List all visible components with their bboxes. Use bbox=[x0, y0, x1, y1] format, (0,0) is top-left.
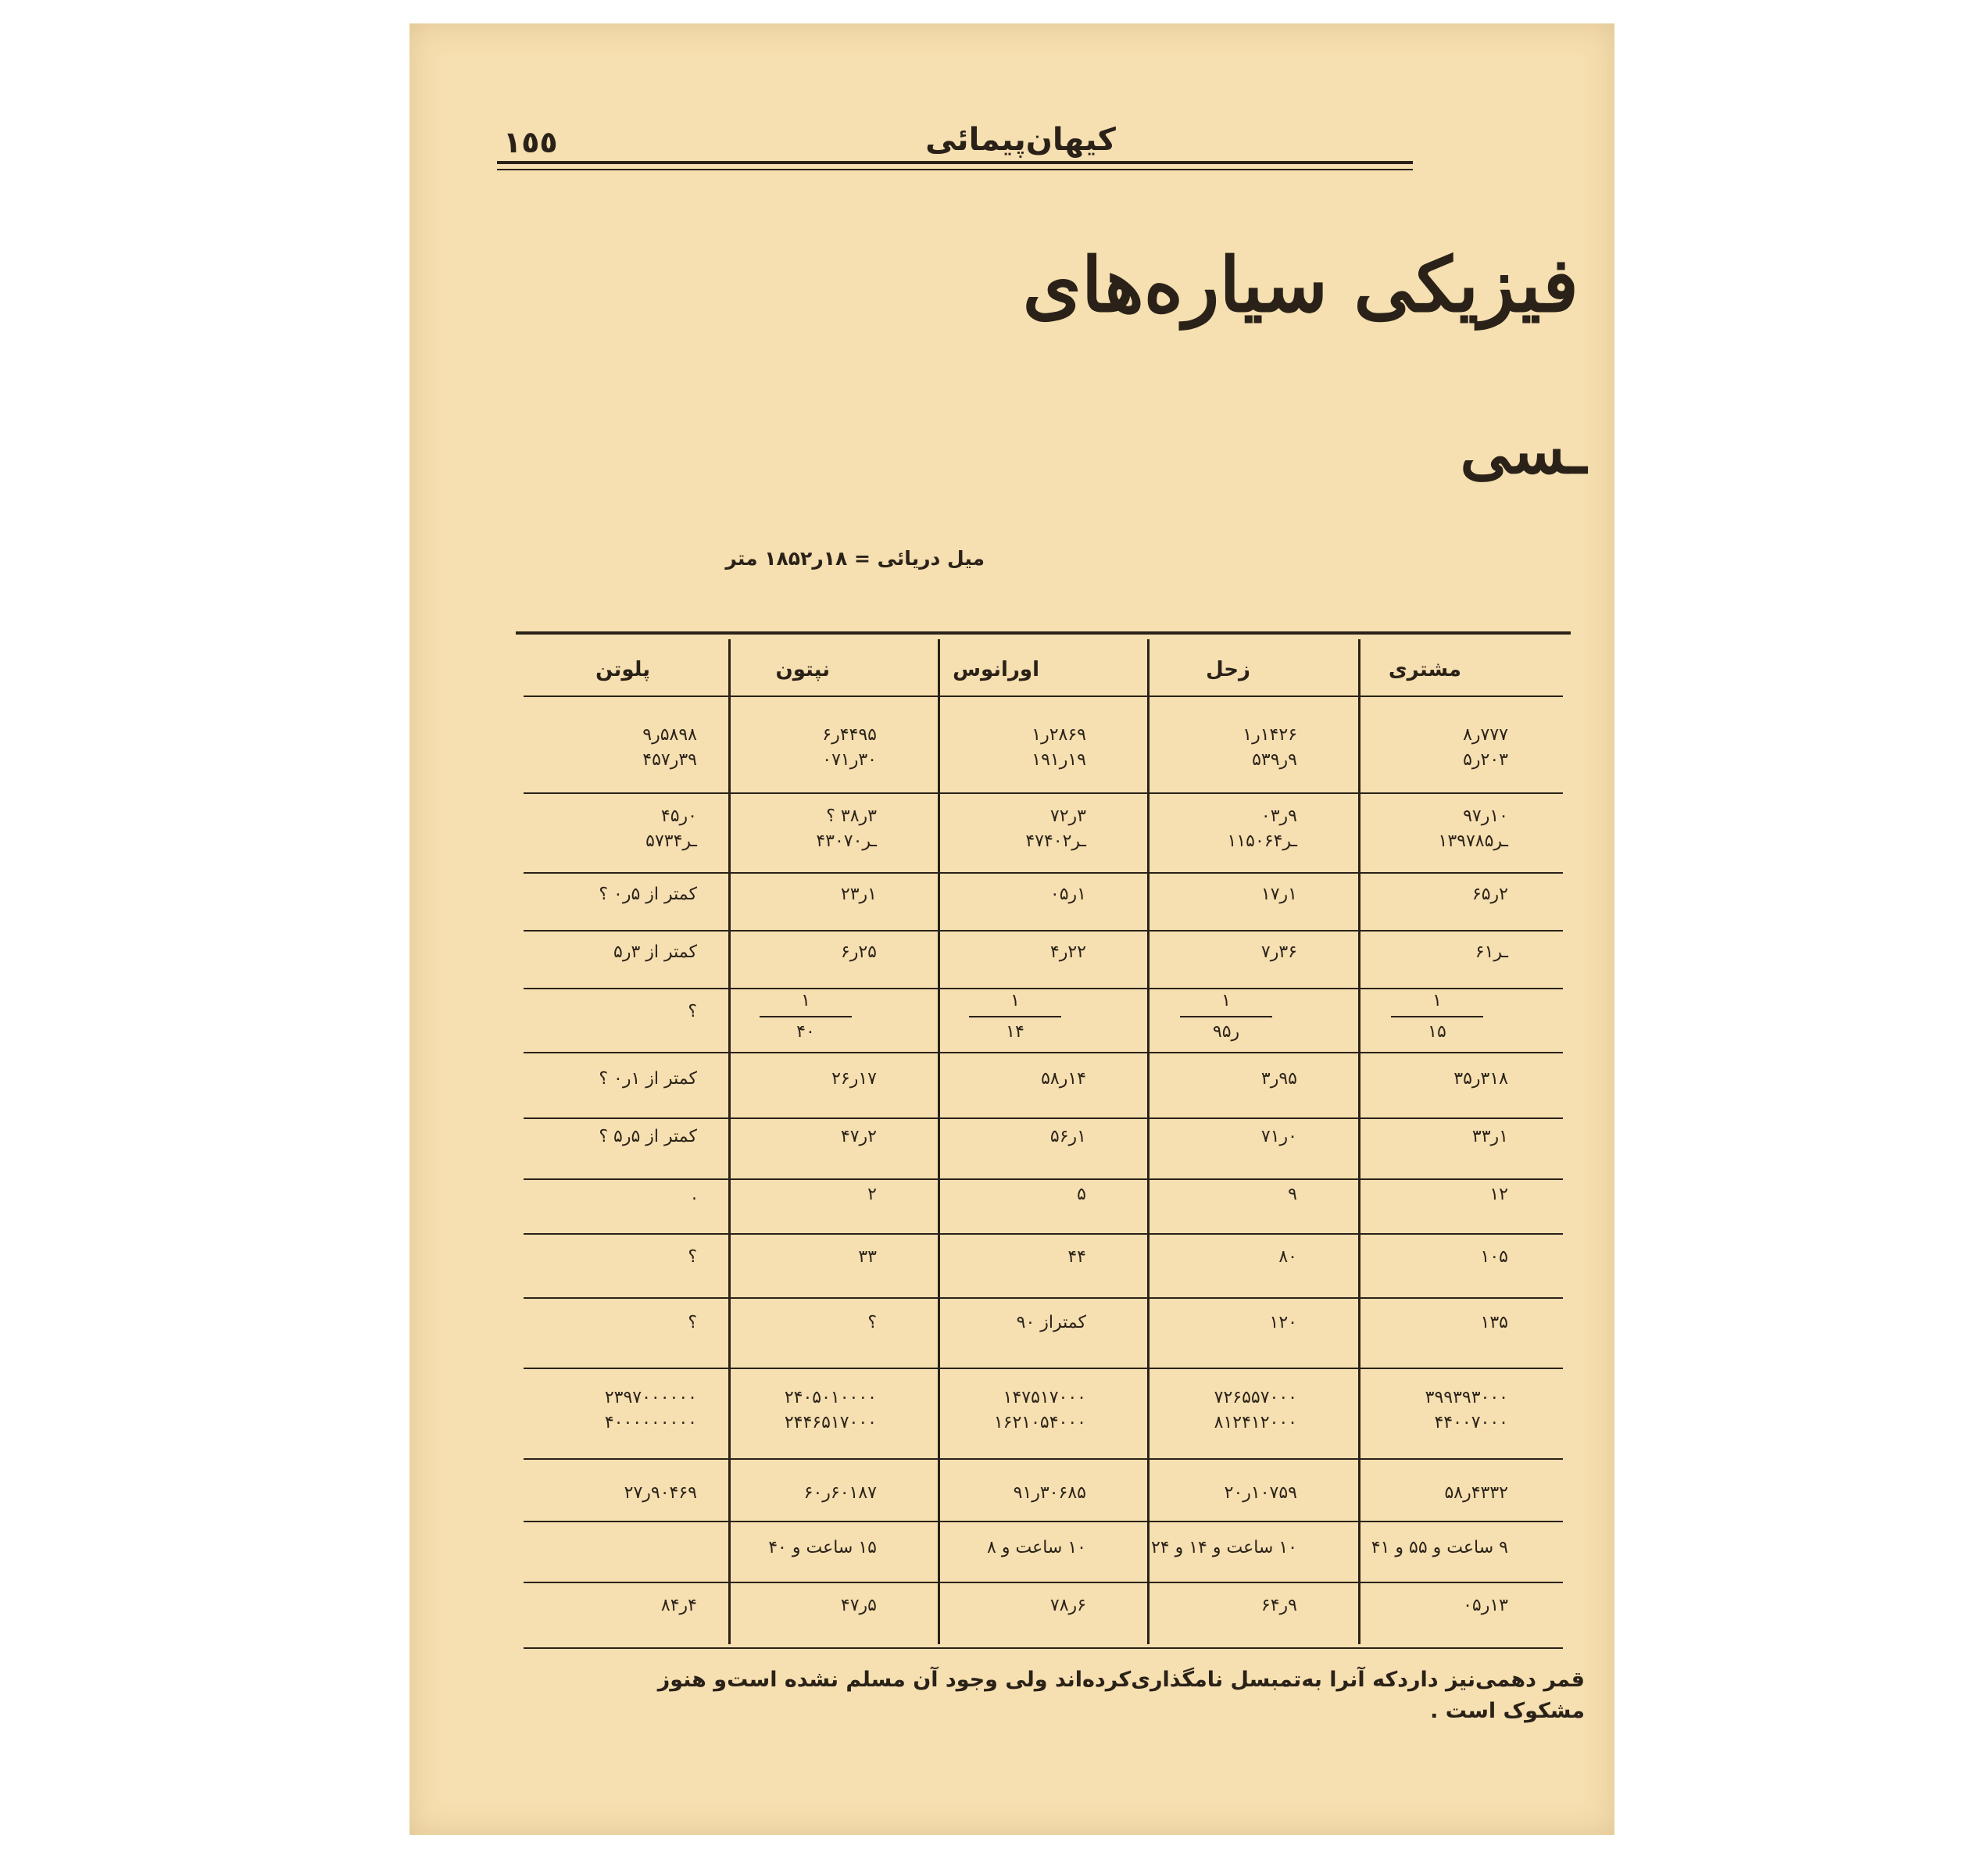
page-number: ١٥٥ bbox=[503, 125, 558, 159]
running-head bbox=[497, 117, 1413, 181]
table-cell: ۱۴۲۶ر۱ bbox=[1242, 725, 1297, 745]
table-row-rule bbox=[524, 1647, 1563, 1649]
table-cell: ۹۵ر۳ bbox=[1260, 1069, 1297, 1089]
table-column-rule bbox=[1147, 639, 1150, 1644]
planet-data-table bbox=[516, 631, 1571, 1640]
table-cell: ۱۷ر۲۶ bbox=[831, 1069, 877, 1089]
table-column-rule bbox=[728, 639, 731, 1644]
table-cell: ۲۴۰۵۰۱۰۰۰۰ bbox=[784, 1388, 877, 1407]
fraction-bar bbox=[760, 1016, 852, 1017]
table-cell: ۱۲ bbox=[1489, 1185, 1508, 1204]
table-row-rule bbox=[524, 1297, 1563, 1299]
table-cell: ؟ bbox=[867, 1313, 877, 1332]
table-top-rule bbox=[516, 631, 1571, 635]
table-cell: ؟ bbox=[688, 1247, 697, 1267]
table-row-rule bbox=[524, 695, 1563, 697]
fraction-numerator: ۱ bbox=[1221, 991, 1231, 1010]
table-cell: ۱۲۰ bbox=[1269, 1313, 1297, 1332]
fraction-denominator: ۹ر۵ bbox=[1212, 1022, 1240, 1042]
fraction-denominator: ۱۴ bbox=[1006, 1022, 1024, 1042]
table-cell: ۱۳۵ bbox=[1480, 1313, 1508, 1332]
table-cell: ۳۹۹۳۹۳۰۰۰ bbox=[1425, 1388, 1508, 1407]
table-cell: ۶ر۷۸ bbox=[1049, 1596, 1086, 1615]
table-cell-fraction bbox=[1391, 989, 1483, 1044]
table-cell: ـر۱۳۹۷۸۵ bbox=[1438, 831, 1508, 851]
table-cell: ـر۴۷۴۰۲ bbox=[1025, 831, 1086, 851]
table-cell: ۳۶ر۷ bbox=[1260, 942, 1297, 962]
table-cell: . bbox=[692, 1185, 697, 1204]
table-row-rule bbox=[524, 1233, 1563, 1235]
table-cell: ۱۴۷۵۱۷۰۰۰ bbox=[1003, 1388, 1086, 1407]
header-rule bbox=[497, 161, 1413, 164]
table-cell: ۹ر۰۳ bbox=[1260, 806, 1297, 826]
table-cell: ۳۹ر۴۵۷ bbox=[642, 750, 697, 770]
table-row-rule bbox=[524, 1052, 1563, 1053]
table-cell: ۲ bbox=[867, 1185, 877, 1204]
table-row-rule bbox=[524, 1582, 1563, 1583]
table-row-rule bbox=[524, 1117, 1563, 1119]
column-header: اورانوس bbox=[953, 658, 1039, 681]
table-cell: ۱۳ر۰۵ bbox=[1463, 1596, 1508, 1615]
fraction-bar bbox=[1391, 1016, 1483, 1017]
fraction-bar bbox=[1180, 1016, 1272, 1017]
table-row-rule bbox=[524, 1368, 1563, 1369]
fraction-numerator: ۱ bbox=[1010, 991, 1020, 1010]
table-cell: ۱۵ ساعت و ۴۰ bbox=[768, 1538, 877, 1557]
table-cell: ۱ر۳۳ bbox=[1471, 1127, 1508, 1146]
table-cell: ـر۴۳۰۷۰ bbox=[816, 831, 877, 851]
table-cell: کمتر از ۱ر۰ ؟ bbox=[599, 1069, 697, 1089]
table-cell: ۳۰۶۸۵ر۹۱ bbox=[1013, 1483, 1086, 1503]
table-cell-fraction bbox=[969, 989, 1061, 1044]
table-cell: ۹۰۴۶۹ر۲۷ bbox=[624, 1483, 697, 1503]
table-cell: کمتراز ۹۰ bbox=[1016, 1313, 1086, 1332]
table-cell: ۱۹ر۱۹۱ bbox=[1032, 750, 1086, 770]
table-cell: ۴ر۸۴ bbox=[660, 1596, 697, 1615]
table-cell: ۷۲۶۵۵۷۰۰۰ bbox=[1214, 1388, 1297, 1407]
column-header: نپتون bbox=[775, 658, 830, 681]
table-cell: ـر۱۱۵۰۶۴ bbox=[1227, 831, 1297, 851]
table-column-rule bbox=[1358, 639, 1360, 1644]
table-cell: ـر۶۱ bbox=[1475, 942, 1508, 962]
table-cell: ۲۳۹۷۰۰۰۰۰۰ bbox=[604, 1388, 697, 1407]
table-cell: ۷۷۷ر۸ bbox=[1463, 725, 1508, 745]
table-row-rule bbox=[524, 1178, 1563, 1180]
table-cell: ۲۸۶۹ر۱ bbox=[1032, 725, 1086, 745]
article-subtitle: ـسی bbox=[1460, 414, 1586, 488]
table-cell: ۹ر۵۳۹ bbox=[1252, 750, 1297, 770]
table-cell: ۱ر۰۵ bbox=[1049, 885, 1086, 904]
table-cell: ۴۴ bbox=[1067, 1247, 1086, 1267]
table-cell: ـر۵۷۳۴ bbox=[645, 831, 697, 851]
fraction-bar bbox=[969, 1016, 1061, 1017]
column-header: پلوتن bbox=[595, 658, 650, 681]
table-cell-fraction bbox=[1180, 989, 1272, 1044]
table-cell: ؟ bbox=[688, 1313, 697, 1332]
table-cell: ۶۰۱۸۷ر۶۰ bbox=[803, 1483, 877, 1503]
table-cell: ۰ر۴۵ bbox=[660, 806, 697, 826]
table-row-rule bbox=[524, 872, 1563, 874]
table-cell: ۱ر۲۳ bbox=[840, 885, 877, 904]
table-cell: ۴۴۹۵ر۶ bbox=[822, 725, 877, 745]
table-cell: ۳۰ر۰۷۱ bbox=[822, 750, 877, 770]
table-cell: ۱۰ ساعت و ۸ bbox=[987, 1538, 1086, 1557]
fraction-numerator: ۱ bbox=[801, 991, 810, 1010]
table-row-rule bbox=[524, 792, 1563, 794]
table-cell: ۲ر۴۷ bbox=[840, 1127, 877, 1146]
table-cell: ۳ر۳۸ ؟ bbox=[826, 806, 877, 826]
table-cell: کمتر از ۵ر۰ ؟ bbox=[599, 885, 697, 904]
table-cell: ۸۰ bbox=[1278, 1247, 1297, 1267]
table-cell: ۱۶۲۱۰۵۴۰۰۰ bbox=[993, 1413, 1086, 1432]
table-cell: ۹ر۶۴ bbox=[1260, 1596, 1297, 1615]
table-cell: ۲۵ر۶ bbox=[840, 942, 877, 962]
table-cell: ۲ر۶۵ bbox=[1471, 885, 1508, 904]
table-row-rule bbox=[524, 1458, 1563, 1460]
table-cell: ۱۴ر۵۸ bbox=[1041, 1069, 1086, 1089]
table-cell: ۲۴۴۶۵۱۷۰۰۰ bbox=[784, 1413, 877, 1432]
table-cell: ۸۱۲۴۱۲۰۰۰ bbox=[1214, 1413, 1297, 1432]
table-cell: ۱۰۵ bbox=[1480, 1247, 1508, 1267]
table-cell: ۵ bbox=[1077, 1185, 1086, 1204]
table-cell: ۳۳ bbox=[858, 1247, 877, 1267]
table-cell: ۵ر۴۷ bbox=[840, 1596, 877, 1615]
table-cell: ۹ ساعت و ۵۵ و ۴۱ bbox=[1371, 1538, 1508, 1557]
footnote: قمر دهمی‌نیز داردکه آنرا به‌تمبسل نامگذاری‌کرده‌اند ولی وجود آن مسلم نشده است‌و هنوز مشکوک است . bbox=[657, 1668, 1585, 1723]
table-cell-fraction bbox=[760, 989, 852, 1044]
table-cell: ۱ر۵۶ bbox=[1049, 1127, 1086, 1146]
table-row-rule bbox=[524, 930, 1563, 932]
table-cell: ۱۰ر۹۷ bbox=[1463, 806, 1508, 826]
table-cell: ۱۰۷۵۹ر۲۰ bbox=[1224, 1483, 1297, 1503]
table-column-rule bbox=[938, 639, 940, 1644]
fraction-denominator: ۱۵ bbox=[1428, 1022, 1446, 1042]
table-cell: ۱ر۱۷ bbox=[1260, 885, 1297, 904]
fraction-denominator: ۴۰ bbox=[796, 1022, 815, 1042]
table-cell: ۱۰ ساعت و ۱۴ و ۲۴ bbox=[1150, 1538, 1297, 1557]
journal-title: کیهان‌پیمائی bbox=[925, 122, 1116, 158]
table-cell: ۴۴۰۰۷۰۰۰ bbox=[1434, 1413, 1508, 1432]
table-cell: کمتر از ۵ر۵ ؟ bbox=[599, 1127, 697, 1146]
table-cell: ۳۱۸ر۳۵ bbox=[1453, 1069, 1508, 1089]
table-cell: ۴۳۳۲ر۵۸ bbox=[1444, 1483, 1508, 1503]
table-cell: ۵۸۹۸ر۹ bbox=[642, 725, 697, 745]
table-cell: ۰ر۷۱ bbox=[1260, 1127, 1297, 1146]
fraction-numerator: ۱ bbox=[1432, 991, 1442, 1010]
table-cell: ۴۰۰۰۰۰۰۰۰۰ bbox=[604, 1413, 697, 1432]
table-cell: ۹ bbox=[1288, 1185, 1297, 1204]
unit-note: میل دریائی = ۱۸ر۱۸۵۲ متر bbox=[725, 547, 985, 570]
column-header: مشتری bbox=[1388, 658, 1461, 681]
table-cell: ؟ bbox=[688, 1002, 697, 1021]
table-cell: ۲۲ر۴ bbox=[1049, 942, 1086, 962]
column-header: زحل bbox=[1206, 658, 1250, 681]
table-cell: کمتر از ۳ر۵ bbox=[613, 942, 697, 962]
article-title: فیزیکی سیاره‌های bbox=[1022, 241, 1579, 329]
table-cell: ۲۰۳ر۵ bbox=[1463, 750, 1508, 770]
table-row-rule bbox=[524, 1521, 1563, 1522]
table-cell: ۳ر۷۲ bbox=[1049, 806, 1086, 826]
header-rule-thin bbox=[497, 169, 1413, 170]
